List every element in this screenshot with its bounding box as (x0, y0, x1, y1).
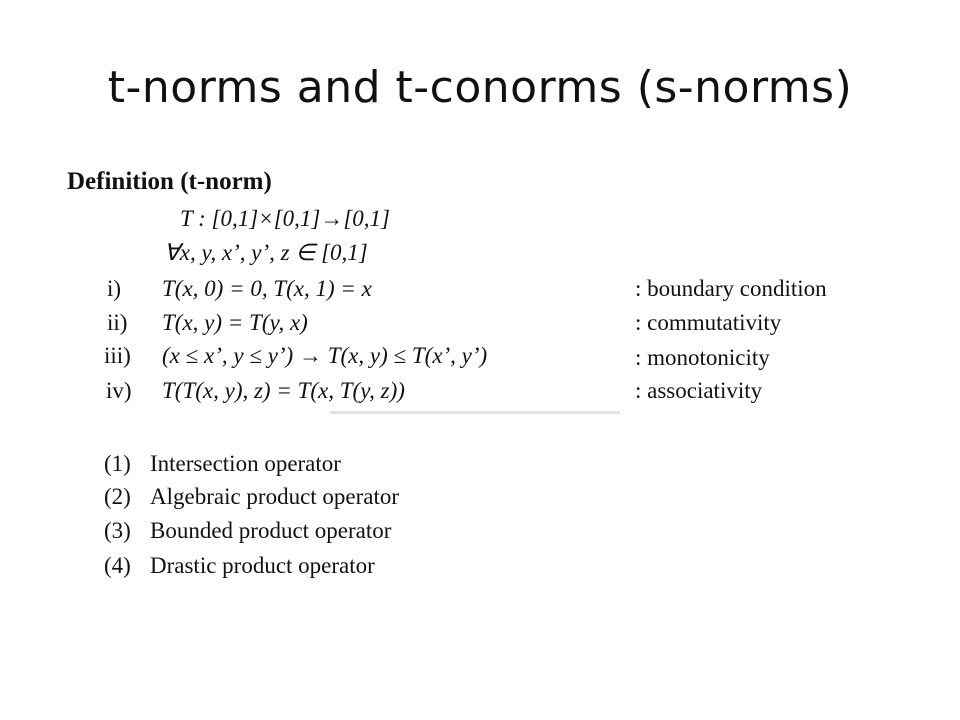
operator-name: Drastic product operator (150, 553, 375, 578)
axiom-property: : boundary condition (635, 276, 827, 301)
axiom-row (0, 343, 960, 375)
operator-item (0, 451, 960, 483)
quantifier-formula: ∀x, y, x’, y’, z ∈ [0,1] (164, 240, 368, 265)
axiom-label: iv) (106, 378, 132, 403)
axiom-label: i) (107, 276, 122, 301)
axiom-expression: (x ≤ x’, y ≤ y’) → T(x, y) ≤ T(x’, y’) (162, 343, 488, 368)
axiom-row (0, 378, 960, 410)
operator-name: Algebraic product operator (150, 484, 400, 509)
definition-heading: Definition (t-norm) (67, 168, 272, 195)
axiom-label: ii) (107, 310, 128, 335)
operator-name: Intersection operator (150, 451, 341, 476)
axiom-label: iii) (104, 343, 131, 368)
axiom-expression: T(x, 0) = 0, T(x, 1) = x (162, 276, 372, 301)
operator-item (0, 518, 960, 550)
operator-item (0, 484, 960, 516)
axiom-row (0, 310, 960, 342)
operator-number: (1) (104, 451, 131, 476)
axiom-property: : monotonicity (635, 345, 770, 370)
axiom-property: : associativity (635, 378, 763, 403)
operator-name: Bounded product operator (150, 518, 392, 543)
axiom-expression: T(x, y) = T(y, x) (162, 310, 308, 335)
axiom-property: : commutativity (635, 310, 782, 335)
axiom-row (0, 276, 960, 308)
axiom-expression: T(T(x, y), z) = T(x, T(y, z)) (162, 378, 405, 403)
mapping-formula: T : [0,1]×[0,1]→[0,1] (180, 206, 391, 231)
slide-title: t-norms and t-conorms (s-norms) (107, 62, 853, 113)
operator-number: (4) (104, 553, 131, 578)
operator-number: (2) (104, 484, 131, 509)
operator-number: (3) (104, 518, 131, 543)
operator-item (0, 553, 960, 585)
scan-artifact (330, 411, 620, 414)
